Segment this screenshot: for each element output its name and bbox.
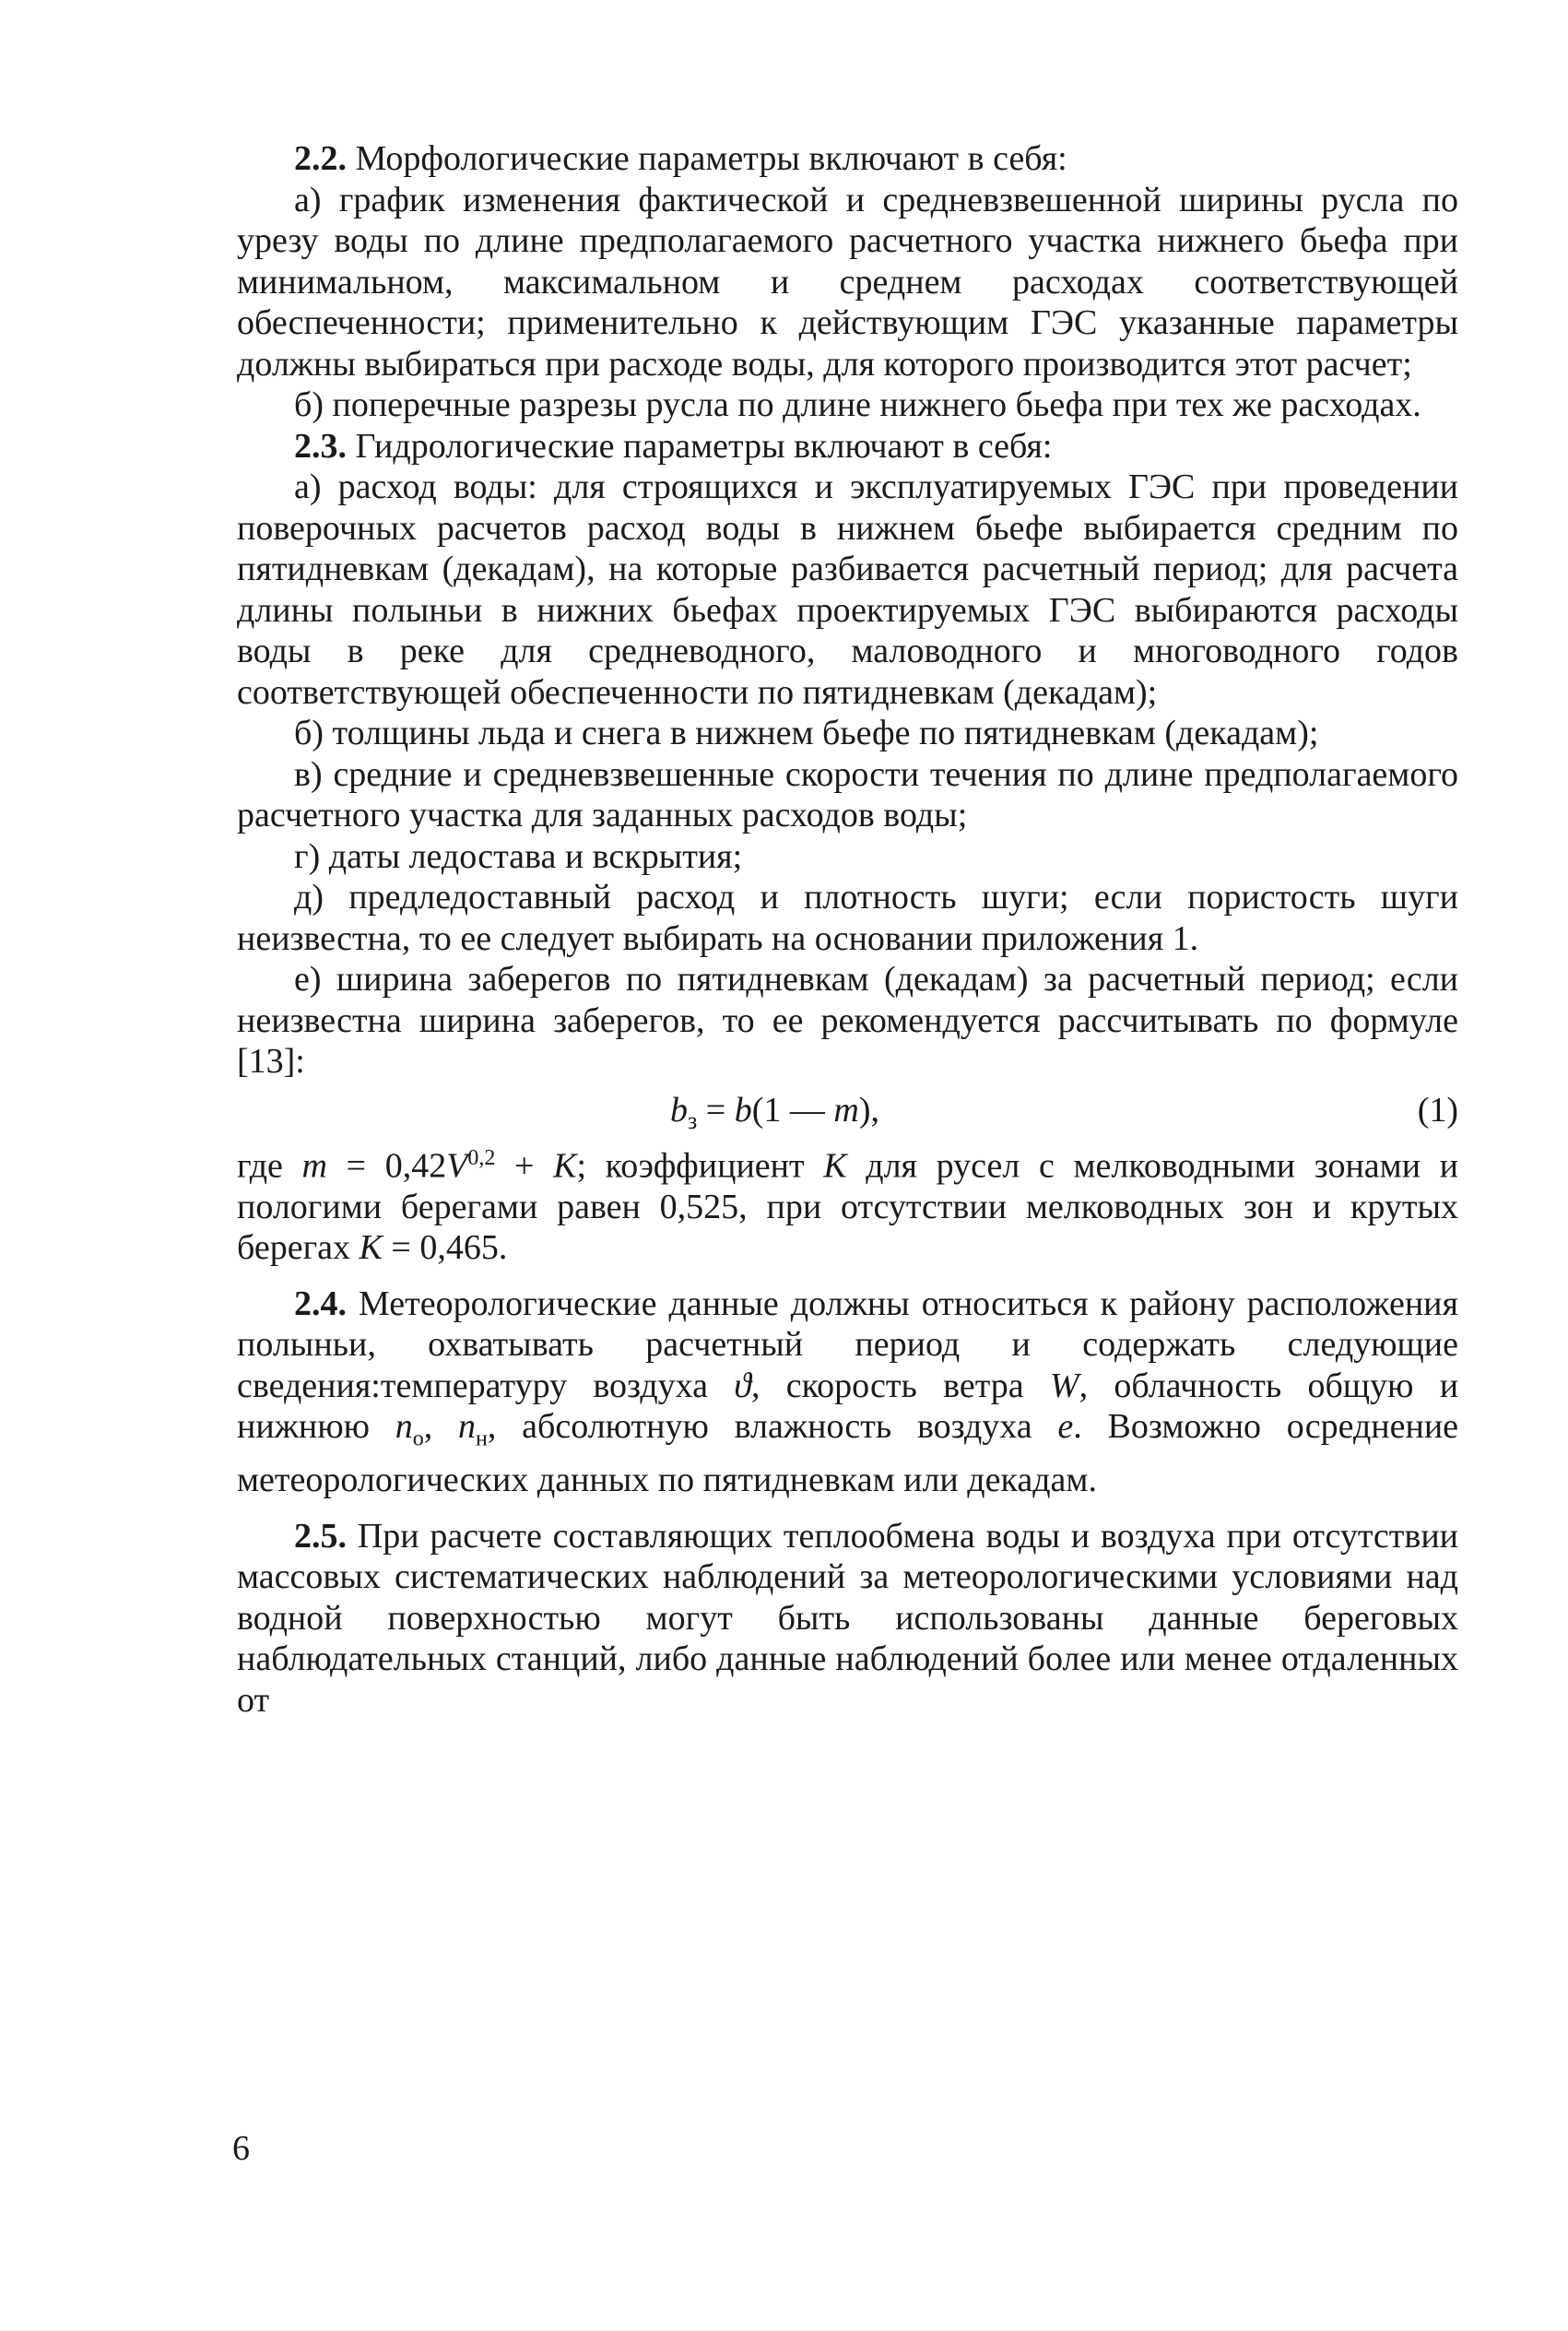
section-number: 2.4. — [294, 1284, 347, 1323]
section-2-2-item-b: б) поперечные разрезы русла по длине нижнего бьефа при тех же расходах. — [294, 385, 1421, 424]
var-theta: ϑ — [734, 1366, 751, 1405]
var-nh: n — [458, 1407, 477, 1447]
section-number: 2.5. — [294, 1516, 347, 1556]
section-2-3-item-g: г) даты ледостава и вскрытия; — [294, 836, 743, 876]
var-n0: n — [395, 1407, 413, 1447]
subscript-o: о — [412, 1426, 424, 1451]
formula-number: (1) — [1417, 1090, 1458, 1130]
var-V: V — [446, 1146, 468, 1186]
var-W: W — [1049, 1366, 1079, 1405]
plus-sign: + — [495, 1146, 554, 1186]
formula-m: m — [833, 1090, 859, 1130]
section-2-3-item-v: в) средние и средневзвешенные скорости течения по длине предполагаемого расчетного участка для заданных расходов воды; — [237, 754, 1458, 834]
formula-expression: $b_з = b(1$ — m), — [670, 1090, 879, 1134]
section-2-3-item-d: д) предледоставный расход и плотность шуги; если пористость шуги неизвестна, то ее следует выбирать на основании приложения 1. — [237, 878, 1458, 958]
var-e: e — [1057, 1407, 1074, 1447]
var-m: m — [301, 1146, 327, 1186]
formula-lhs-subscript: з — [688, 1106, 698, 1134]
exponent: 0,2 — [467, 1145, 496, 1170]
subscript-n: н — [476, 1426, 488, 1451]
section-text: . Возможно осреднение метеорологических данных по пятидневкам или декадам. — [237, 1407, 1459, 1500]
section-2-2-item-a: а) график изменения фактической и средневзвешенной ширины русла по урезу воды по длине предполагаемого расчетного участка нижнего бьефа при минимальном, максимальном и среднем расходах соответствующей обеспеченности; применительно к действующим ГЭС указанные параметры должны выбираться при расходе воды, для которого производится этот расчет; — [237, 180, 1458, 384]
section-text: , облачность общую и нижнюю — [237, 1366, 1459, 1447]
section-2-3-heading — [237, 426, 1458, 467]
var-K: K — [823, 1146, 847, 1186]
formula-1 — [237, 1084, 1458, 1136]
note-text-2: для русел с мелководными зонами и пологими берегами равен 0,525, при отсутствии мелководных зон и крутых берегах — [237, 1146, 1459, 1268]
separator: , — [423, 1407, 459, 1447]
formula-rhs-b: b — [734, 1090, 752, 1130]
section-2-3-item-a: а) расход воды: для строящихся и эксплуатируемых ГЭС при проведении поверочных расчетов расход воды в нижнем бьефе выбирается средним по пятидневкам (декадам), на которые разбивается расчетный период; для расчета длины полыньи в нижних бьефах проектируемых ГЭС выбираются расходы воды в реке для средневодного, маловодного и многоводного годов соответствующей обеспеченности по пятидневкам (декадам); — [237, 467, 1458, 712]
note-text-1: ; коэффициент — [576, 1146, 805, 1186]
document-page — [237, 138, 1458, 1721]
var-K: K — [553, 1146, 577, 1186]
section-text: , скорость ветра — [750, 1366, 1024, 1405]
section-text: При расчете составляющих теплообмена воды и воздуха при отсутствии массовых систематических наблюдений за метеорологическими условиями над водной поверхностью могут быть использованы данные береговых наблюдательных станций, либо данные наблюдений более или менее отдаленных от — [237, 1516, 1459, 1720]
formula-close: ), — [858, 1090, 879, 1130]
section-2-5 — [237, 1516, 1458, 1722]
where-word: где — [237, 1146, 283, 1186]
section-intro: Морфологические параметры включают в себя: — [355, 139, 1067, 178]
formula-open: (1 — — [751, 1090, 834, 1130]
note-text-3: = 0,465. — [382, 1228, 508, 1268]
formula-lhs: b — [670, 1090, 688, 1130]
var-K: K — [359, 1228, 383, 1268]
section-number: 2.3. — [294, 426, 347, 466]
section-2-4 — [237, 1284, 1458, 1501]
section-2-2-heading — [237, 138, 1458, 180]
coef-eq: = 0,42 — [327, 1146, 447, 1186]
section-2-3-item-e: е) ширина заберегов по пятидневкам (декадам) за расчетный период; если неизвестна ширина заберегов, то ее рекомендуется рассчитывать по формуле [13]: — [237, 960, 1458, 1081]
section-text: , абсолютную влажность воздуха — [487, 1407, 1032, 1447]
section-number: 2.2. — [294, 139, 347, 178]
section-intro: Гидрологические параметры включают в себя: — [355, 426, 1053, 466]
section-text: Метеорологические данные должны относиться к району расположения полыньи, охватывать расчетный период и содержать следующие сведения:температуру воздуха — [237, 1284, 1458, 1405]
formula-note — [237, 1138, 1458, 1269]
section-2-3-item-b: б) толщины льда и снега в нижнем бьефе по пятидневкам (декадам); — [294, 714, 1319, 752]
page-number: 6 — [232, 2129, 250, 2168]
